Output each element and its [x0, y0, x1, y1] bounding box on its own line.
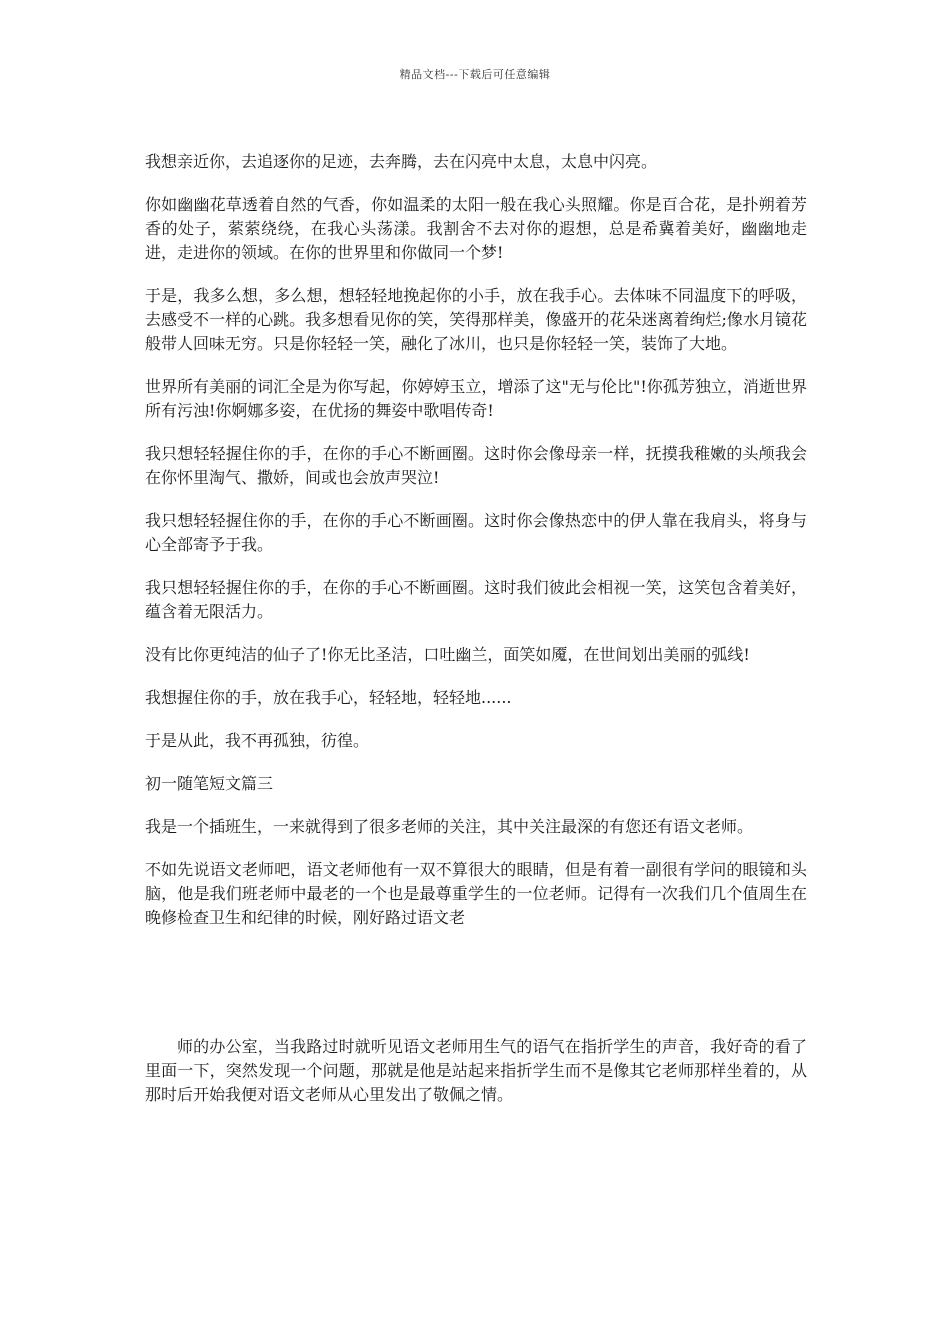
paragraph: 我只想轻轻握住你的手，在你的手心不断画圈。这时我们彼此会相视一笑，这笑包含着美好，蕴含着无限活力。 [145, 578, 807, 621]
paragraph: 我想握住你的手，放在我手心，轻轻地，轻轻地...... [145, 688, 512, 707]
paragraph: 你如幽幽花草透着自然的气香，你如温柔的太阳一般在我心头照耀。你是百合花，是扑朔着芳香的处子，萦萦绕绕，在我心头荡漾。我割舍不去对你的遐想，总是希冀着美好，幽幽地走进，走进你的领域。在你的世界里和你做同一个梦! [145, 195, 807, 262]
paragraph: 世界所有美丽的词汇全是为你写起，你婷婷玉立，增添了这"无与伦比"!你孤芳独立，消逝世界所有污浊!你婀娜多姿，在优扬的舞姿中歌唱传奇! [145, 377, 807, 420]
paragraph: 于是从此，我不再孤独，彷徨。 [145, 731, 370, 750]
paragraph: 没有比你更纯洁的仙子了!你无比圣洁，口吐幽兰，面笑如魇，在世间划出美丽的弧线! [145, 645, 750, 664]
document-body [145, 150, 807, 1126]
paragraph: 于是，我多么想，多么想，想轻轻地挽起你的小手，放在我手心。去体味不同温度下的呼吸，去感受不一样的心跳。我多想看见你的笑，笑得那样美，像盛开的花朵迷离着绚烂;像水月镜花般带人回味无穷。只是你轻轻一笑，融化了冰川，也只是你轻轻一笑，装饰了大地。 [145, 286, 807, 353]
paragraph: 我只想轻轻握住你的手，在你的手心不断画圈。这时你会像热恋中的伊人靠在我肩头，将身与心全部寄予于我。 [145, 511, 807, 554]
continuation-paragraph: 师的办公室，当我路过时就听见语文老师用生气的语气在指折学生的声音，我好奇的看了里面一下，突然发现一个问题，那就是他是站起来指折学生而不是像其它老师那样坐着的，从那时后开始我便对语文老师从心里发出了敬佩之情。 [145, 1037, 807, 1104]
page-header: 精品文档---下载后可任意编辑 [399, 68, 551, 81]
paragraph: 我是一个插班生，一来就得到了很多老师的关注，其中关注最深的有您还有语文老师。 [145, 817, 754, 836]
section-heading: 初一随笔短文篇三 [145, 774, 274, 793]
paragraph: 我想亲近你，去追逐你的足迹，去奔腾，去在闪亮中太息，太息中闪亮。 [145, 152, 658, 171]
page-gap [145, 949, 807, 1035]
paragraph: 我只想轻轻握住你的手，在你的手心不断画圈。这时你会像母亲一样，抚摸我稚嫩的头颅我会在你怀里淘气、撒娇，间或也会放声哭泣! [145, 444, 807, 487]
paragraph: 不如先说语文老师吧，语文老师他有一双不算很大的眼睛，但是有着一副很有学问的眼镜和头脑，他是我们班老师中最老的一个也是最尊重学生的一位老师。记得有一次我们几个值周生在晚修检查卫生和纪律的时候，刚好路过语文老 [145, 860, 807, 927]
